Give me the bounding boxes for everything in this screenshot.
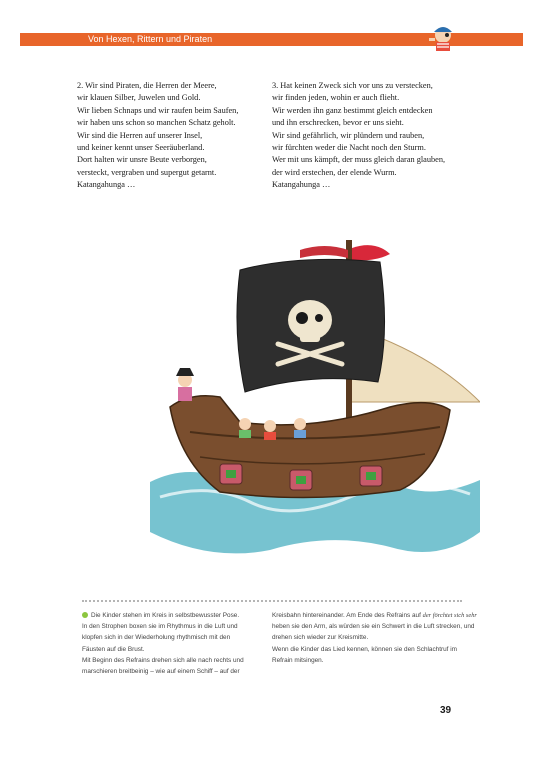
verse-line: versteckt, vergraben und supergut getarnt.	[77, 167, 217, 177]
verse-line: und keiner kennt unser Seeräuberland.	[77, 143, 205, 153]
verse-line: und ihn erschrecken, bevor er uns sieht.	[272, 118, 404, 128]
verse-line: 3. Hat keinen Zweck sich vor uns zu verstecken,	[272, 81, 433, 90]
pirate-mascot-icon	[426, 22, 460, 52]
verse-line: Katangahunga …	[272, 180, 331, 190]
instruction-line: Mit Beginn des Refrains drehen sich alle nach rechts und	[82, 656, 244, 664]
verse-line: Wir lieben Schnaps und wir raufen beim Saufen,	[77, 105, 239, 115]
instruction-line: In den Strophen boxen sie im Rhythmus in die Luft und	[82, 623, 238, 631]
verse-3	[272, 80, 462, 192]
verse-line: Wir werden ihn ganz bestimmt gleich entdecken	[272, 105, 433, 115]
verse-line: Wer mit uns kämpft, der muss gleich daran glauben,	[272, 155, 446, 165]
verse-line: wir haben uns schon so manchen Schatz geholt.	[77, 118, 236, 128]
instruction-line: Die Kinder stehen im Kreis in selbstbewusster Pose.	[82, 610, 287, 621]
verse-line: Dort halten wir unsre Beute verborgen,	[77, 155, 207, 165]
pirate-ship-illustration	[150, 232, 480, 562]
instruction-paragraph: Kreisbahn hintereinander. Am Ende des Refrains auf der förchtet sich sehr heben sie den Arm, als würden sie ein Schwert in die Luft strecken, und drehen sich wieder zur Kreismitte.	[272, 612, 477, 642]
verse-line: wir finden jeden, wohin er auch flieht.	[272, 93, 400, 103]
instruction-line: klopfen sich in der Wiederholung rhythmisch mit den	[82, 634, 231, 642]
instruction-line: Fäusten auf die Brust.	[82, 645, 145, 653]
section-divider	[82, 600, 462, 602]
instructions-right	[272, 610, 477, 666]
page-number: 39	[440, 705, 452, 716]
verse-line: Wir sind die Herren auf unserer Insel,	[77, 130, 203, 140]
verse-line: Katangahunga …	[77, 180, 136, 190]
verse-line: 2. Wir sind Piraten, die Herren der Meere,	[77, 81, 217, 90]
verse-line: wir fürchten weder die Nacht noch den Sturm.	[272, 143, 426, 153]
bullet-icon	[82, 612, 88, 618]
instruction-line: marschieren breitbeinig – wie auf einem Schiff – auf der	[82, 668, 240, 676]
chapter-title: Von Hexen, Rittern und Piraten	[88, 34, 213, 44]
instruction-paragraph: Wenn die Kinder das Lied kennen, können sie den Schlachtruf im Refrain mitsingen.	[272, 645, 457, 664]
verse-2	[77, 80, 267, 192]
instructions-left	[82, 610, 287, 677]
verse-line: wir klauen Silber, Juwelen und Gold.	[77, 93, 201, 103]
verse-line: Wir sind gefährlich, wir plündern und rauben,	[272, 130, 425, 140]
verse-line: der wird erstechen, der elende Wurm.	[272, 167, 397, 177]
